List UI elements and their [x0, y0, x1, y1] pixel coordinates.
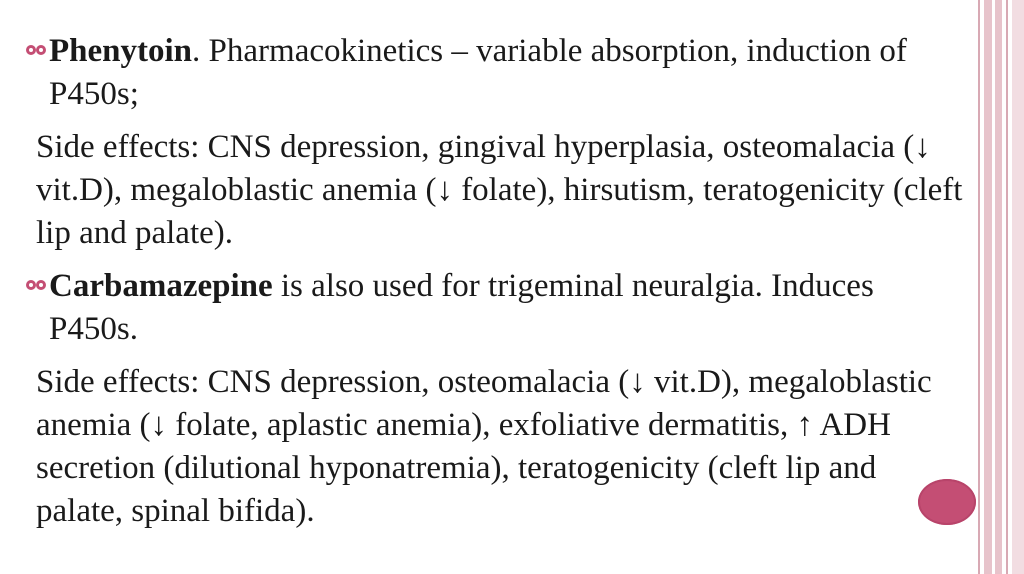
- decorative-stripe: [995, 0, 1002, 574]
- carbamazepine-side-effects: Side effects: CNS depression, osteomalacia (↓ vit.D), megaloblastic anemia (↓ folate, aplastic anemia), exfoliative dermatitis, ↑ ADH secretion (dilutional hyponatremia), teratogenicity (cleft lip and palate, spinal bifida).: [36, 364, 932, 529]
- bullet-rings-icon: [26, 280, 36, 290]
- drug-name: Carbamazepine: [49, 268, 273, 304]
- decorative-stripe: [1012, 0, 1024, 574]
- carbamazepine-bullet: [24, 265, 966, 351]
- decorative-oval: [918, 479, 976, 525]
- phenytoin-bullet: [24, 30, 966, 116]
- decorative-stripe: [1006, 0, 1008, 574]
- slide-body: [36, 30, 966, 543]
- decorative-stripe: [978, 0, 980, 574]
- decorative-stripe: [984, 0, 992, 574]
- phenytoin-side-effects: Side effects: CNS depression, gingival hyperplasia, osteomalacia (↓ vit.D), megaloblastic anemia (↓ folate), hirsutism, teratogenicity (cleft lip and palate).: [36, 129, 963, 251]
- bullet-rings-icon: [26, 45, 36, 55]
- bullet-text: is also used for trigeminal neuralgia. Induces P450s.: [49, 268, 874, 347]
- bullet-text: . Pharmacokinetics – variable absorption, induction of P450s;: [49, 33, 907, 112]
- drug-name: Phenytoin: [49, 33, 193, 69]
